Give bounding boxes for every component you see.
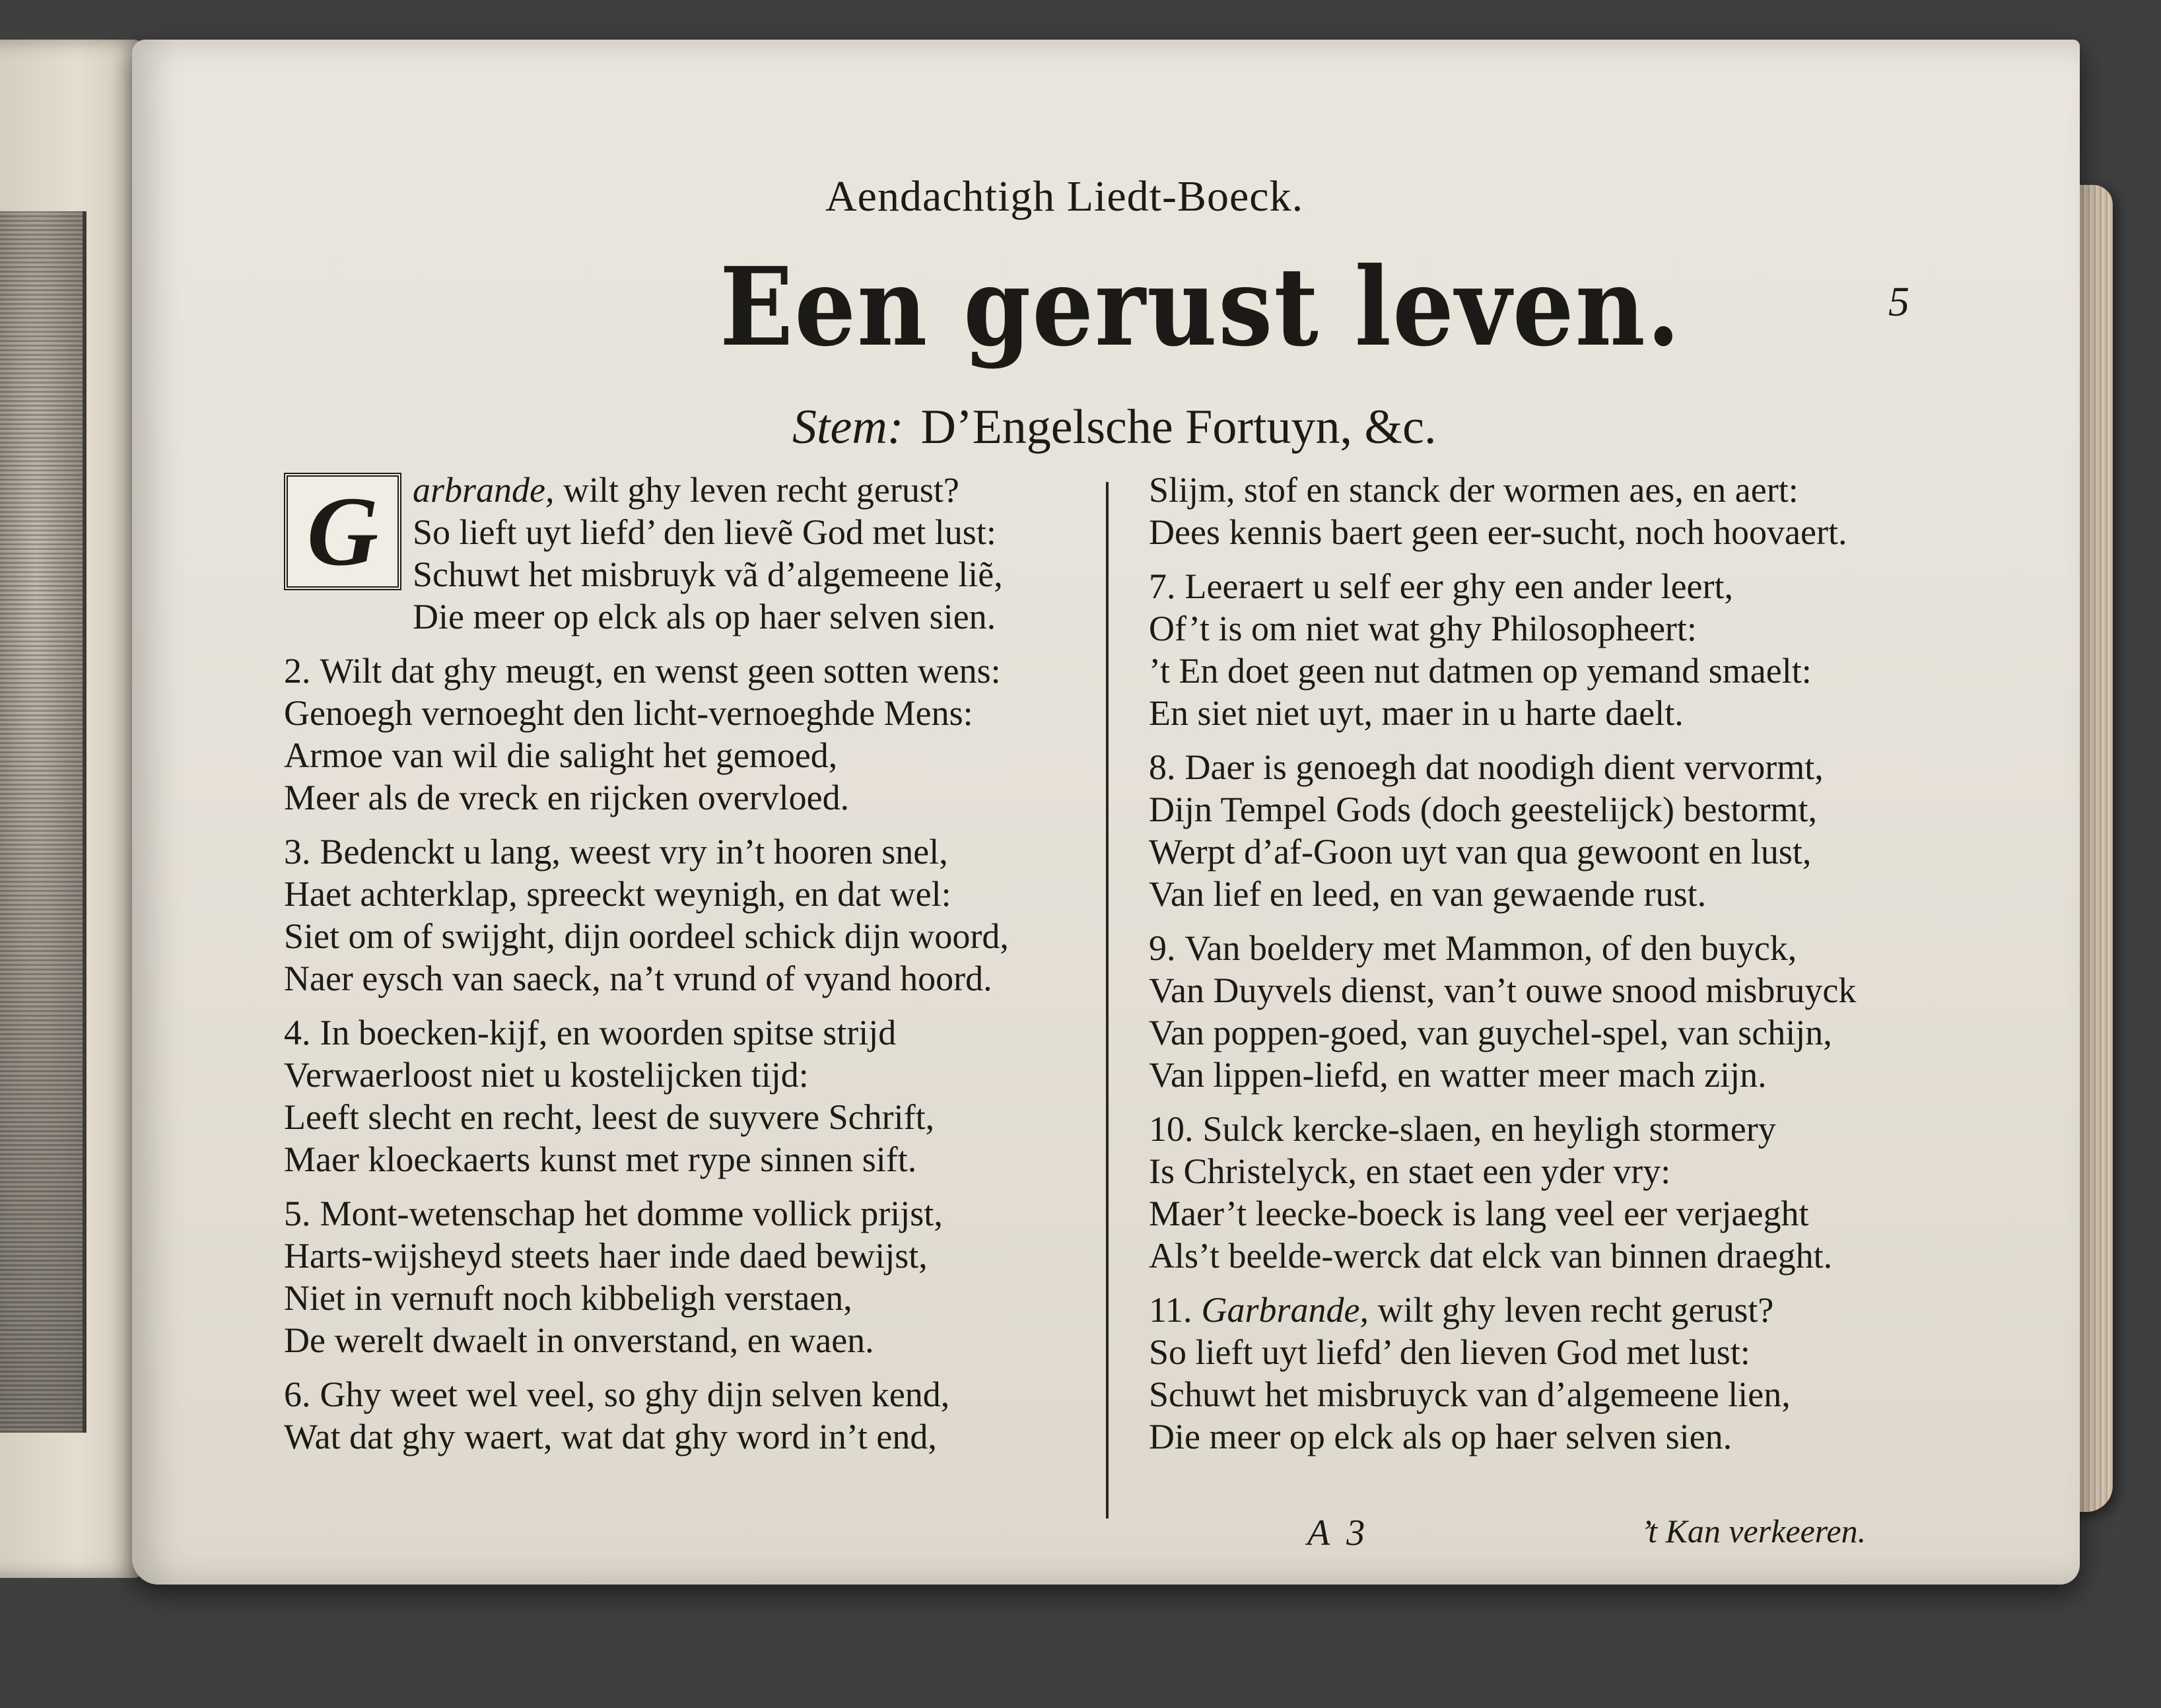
column-rule bbox=[1106, 482, 1109, 1519]
running-head: Aendachtigh Liedt-Boeck. bbox=[825, 172, 1304, 221]
catchword: ’t Kan verkeeren. bbox=[1641, 1513, 1867, 1550]
verse-line bbox=[284, 831, 1109, 873]
verse-line: Wat dat ghy waert, wat dat ghy word in’t end, bbox=[284, 1417, 937, 1456]
stanza-number: 2. bbox=[284, 651, 311, 691]
name-italic: arbrande, bbox=[413, 470, 555, 510]
verse-line: En siet niet uyt, maer in u harte daelt. bbox=[1149, 693, 1684, 733]
verse-text: Leeraert u self eer ghy een ander leert, bbox=[1184, 566, 1733, 606]
verse-line bbox=[1149, 927, 1974, 969]
verse-line bbox=[284, 1373, 1109, 1416]
verse-line: Die meer op elck als op haer selven sien. bbox=[1149, 1417, 1732, 1456]
verse-line: So lieft uyt liefd’ den lieven God met lust: bbox=[1149, 1332, 1750, 1372]
verse-line: Niet in vernuft noch kibbeligh verstaen, bbox=[284, 1278, 852, 1318]
verse-line: Van lief en leed, en van gewaende rust. bbox=[1149, 874, 1707, 914]
decorated-initial bbox=[284, 473, 401, 590]
stanza-10 bbox=[1149, 1108, 1974, 1277]
verse-line: Of’t is om niet wat ghy Philosopheert: bbox=[1149, 609, 1697, 648]
verse-line: ’t En doet geen nut datmen op yemand smaelt: bbox=[1149, 651, 1812, 691]
verse-line: Armoe van wil die salight het gemoed, bbox=[284, 735, 838, 775]
stanza-1 bbox=[284, 469, 1109, 638]
verse-line: Dees kennis baert geen eer-sucht, noch hoovaert. bbox=[1149, 512, 1847, 552]
verse-text: Ghy weet wel veel, so ghy dijn selven kend, bbox=[320, 1375, 950, 1414]
stanza-number: 8. bbox=[1149, 747, 1176, 787]
verse-text: Sulck kercke-slaen, en heyligh stormery bbox=[1202, 1109, 1776, 1149]
verse-text: wilt ghy leven recht gerust? bbox=[1377, 1290, 1774, 1330]
verse-text: Van boeldery met Mammon, of den buyck, bbox=[1184, 928, 1797, 968]
right-page bbox=[132, 40, 2080, 1585]
name-italic: Garbrande, bbox=[1201, 1290, 1369, 1330]
verse-line bbox=[413, 469, 1109, 511]
song-title: Een gerust leven. bbox=[720, 244, 1682, 371]
verse-line bbox=[284, 1011, 1109, 1054]
verse-line: Genoegh vernoeght den licht-vernoeghde Mens: bbox=[284, 693, 973, 733]
verse-line bbox=[1149, 565, 1974, 607]
verse-text: Mont-wetenschap het domme vollick prijst, bbox=[320, 1194, 943, 1233]
verse-text: Wilt dat ghy meugt, en wenst geen sotten wens: bbox=[320, 651, 1001, 691]
drop-cap-letter: G bbox=[306, 477, 379, 586]
stanza-8 bbox=[1149, 746, 1974, 915]
left-page bbox=[0, 40, 145, 1578]
verse-line: Leeft slecht en recht, leest de suyvere Schrift, bbox=[284, 1097, 935, 1137]
verse-line: Schuwt het misbruyk vã d’algemeene liẽ, bbox=[413, 555, 1003, 594]
verse-line: Naer eysch van saeck, na’t vrund of vyand hoord. bbox=[284, 959, 992, 998]
verse-line bbox=[1149, 746, 1974, 788]
verse-line: Harts-wijsheyd steets haer inde daed bewijst, bbox=[284, 1236, 928, 1276]
page-text bbox=[284, 139, 2067, 1591]
verse-line bbox=[1149, 1108, 1974, 1150]
tune-name: D’Engelsche Fortuyn, &c. bbox=[920, 400, 1437, 454]
signature-mark: A 3 bbox=[1307, 1513, 1369, 1554]
verse-text: Bedenckt u lang, weest vry in’t hooren snel, bbox=[320, 832, 948, 871]
stanza-3 bbox=[284, 831, 1109, 1000]
stanza-9 bbox=[1149, 927, 1974, 1096]
verse-line: Slijm, stof en stanck der wormen aes, en aert: bbox=[1149, 470, 1799, 510]
stanza-number: 3. bbox=[284, 832, 311, 871]
verse-line: Die meer op elck als op haer selven sien. bbox=[413, 597, 996, 636]
verse-line: Haet achterklap, spreeckt weynigh, en dat wel: bbox=[284, 874, 951, 914]
stanza-6-end bbox=[1149, 469, 1974, 553]
verse-line: Is Christelyck, en staet een yder vry: bbox=[1149, 1151, 1671, 1191]
stanza-6-start bbox=[284, 1373, 1109, 1458]
verse-line bbox=[1149, 1289, 1974, 1331]
stanza-number: 5. bbox=[284, 1194, 311, 1233]
verse-line: De werelt dwaelt in onverstand, en waen. bbox=[284, 1320, 874, 1360]
tune-label: Stem: bbox=[792, 400, 904, 454]
verse-line: So lieft uyt liefd’ den lievẽ God met lust: bbox=[413, 512, 996, 552]
stanza-4 bbox=[284, 1011, 1109, 1180]
verse-line: Van poppen-goed, van guychel-spel, van schijn, bbox=[1149, 1013, 1832, 1052]
verse-line: Maer kloeckaerts kunst met rype sinnen sift. bbox=[284, 1140, 917, 1179]
stanza-number: 11. bbox=[1149, 1290, 1192, 1330]
stanza-7 bbox=[1149, 565, 1974, 734]
verse-line: Siet om of swijght, dijn oordeel schick dijn woord, bbox=[284, 916, 1009, 956]
verse-line: Dijn Tempel Gods (doch geestelijck) bestormt, bbox=[1149, 790, 1817, 829]
verse-text: In boecken-kijf, en woorden spitse strijd bbox=[320, 1013, 897, 1052]
verse-line: Als’t beelde-werck dat elck van binnen draeght. bbox=[1149, 1236, 1833, 1276]
verse-line: Verwaerloost niet u kostelijcken tijd: bbox=[284, 1055, 809, 1095]
stanza-2 bbox=[284, 650, 1109, 819]
verse-line: Maer’t leecke-boeck is lang veel eer verjaeght bbox=[1149, 1194, 1809, 1233]
tune-line bbox=[792, 399, 1436, 456]
stanza-number: 4. bbox=[284, 1013, 311, 1052]
verse-text: Daer is genoegh dat noodigh dient vervormt, bbox=[1184, 747, 1824, 787]
stanza-number: 7. bbox=[1149, 566, 1176, 606]
verse-line: Schuwt het misbruyck van d’algemeene lien, bbox=[1149, 1375, 1791, 1414]
left-column bbox=[284, 469, 1109, 1470]
verse-line: Meer als de vreck en rijcken overvloed. bbox=[284, 778, 850, 817]
verse-line bbox=[284, 1192, 1109, 1235]
verse-line bbox=[284, 650, 1109, 692]
stanza-11 bbox=[1149, 1289, 1974, 1458]
engraving-illustration bbox=[0, 211, 86, 1433]
stanza-5 bbox=[284, 1192, 1109, 1361]
verse-line: Werpt d’af-Goon uyt van qua gewoont en lust, bbox=[1149, 832, 1812, 871]
stanza-number: 10. bbox=[1149, 1109, 1194, 1149]
page-number: 5 bbox=[1888, 278, 1909, 325]
verse-line: Van lippen-liefd, en watter meer mach zijn. bbox=[1149, 1055, 1767, 1095]
verse-line: Van Duyvels dienst, van’t ouwe snood misbruyck bbox=[1149, 971, 1857, 1010]
verse-text: wilt ghy leven recht gerust? bbox=[563, 470, 959, 510]
right-column bbox=[1149, 469, 1974, 1470]
stanza-number: 9. bbox=[1149, 928, 1176, 968]
stanza-number: 6. bbox=[284, 1375, 311, 1414]
